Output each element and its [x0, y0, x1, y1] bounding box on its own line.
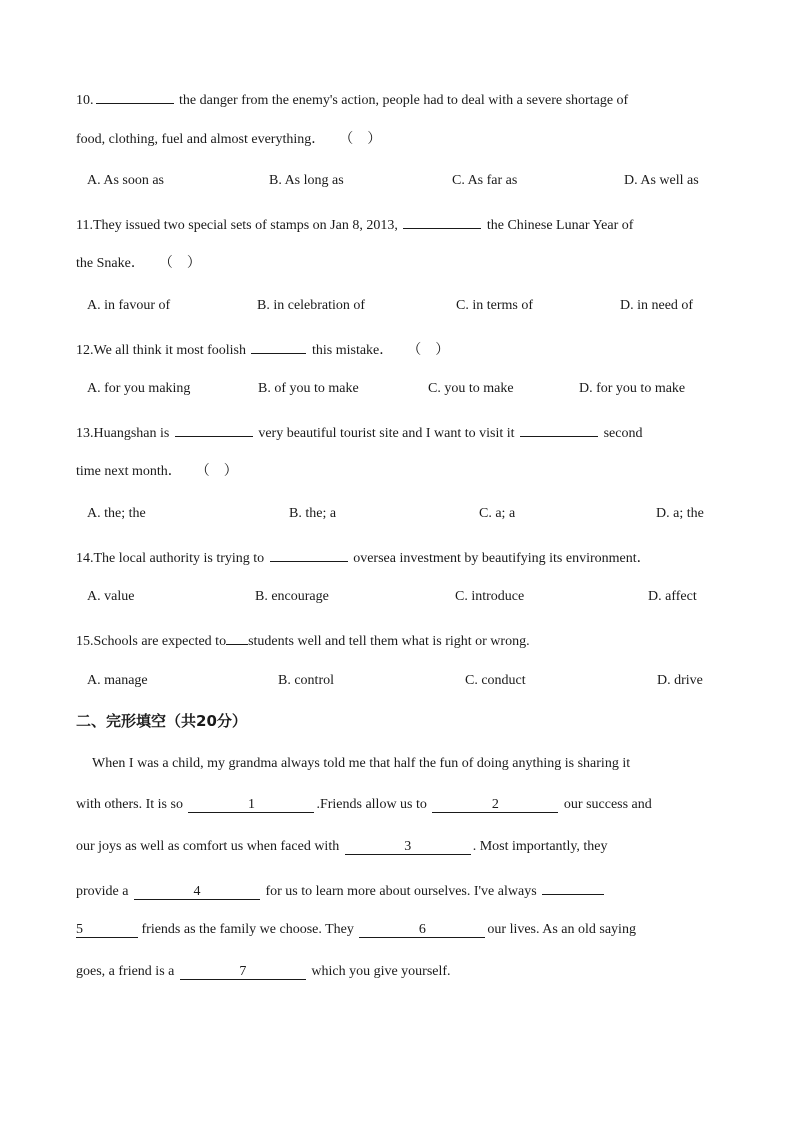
- passage-line-3: our joys as well as comfort us when faced with 3 . Most importantly, they: [76, 839, 608, 854]
- option-b: B. the; a: [289, 506, 337, 521]
- numbered-blank: 1: [188, 798, 314, 813]
- section-heading: 二、完形填空（共20分）: [76, 712, 247, 730]
- question-12-line-1: 12.We all think it most foolish this mistake． （ ）: [76, 339, 449, 360]
- numbered-blank: 7: [180, 965, 306, 980]
- answer-blank: [520, 422, 598, 437]
- question-11-line-2: the Snake． （ ）: [76, 256, 201, 271]
- numbered-blank: 5: [76, 923, 138, 938]
- question-13-line-2: time next month． （ ）: [76, 464, 238, 479]
- question-10-line-1: 10. the danger from the enemy's action, people had to deal with a severe shortage of: [76, 89, 628, 110]
- answer-blank: [226, 630, 248, 645]
- option-c: C. introduce: [455, 589, 525, 604]
- option-a: A. manage: [87, 673, 148, 688]
- option-a: A. in favour of: [87, 298, 171, 313]
- option-b: B. control: [278, 673, 334, 688]
- answer-blank: [96, 89, 174, 104]
- answer-blank: [251, 339, 306, 354]
- answer-blank: [270, 547, 348, 562]
- numbered-blank: 4: [134, 885, 260, 900]
- option-d: D. for you to make: [579, 381, 686, 396]
- question-15-line-1: 15.Schools are expected to students well and tell them what is right or wrong.: [76, 630, 530, 651]
- passage-line-5: 5 friends as the family we choose. They 6 our lives. As an old saying: [76, 922, 636, 937]
- option-b: B. of you to make: [258, 381, 359, 396]
- option-c: C. you to make: [428, 381, 514, 396]
- option-c: C. in terms of: [456, 298, 533, 313]
- option-d: D. As well as: [624, 173, 699, 188]
- option-a: A. for you making: [87, 381, 191, 396]
- passage-line-1: When I was a child, my grandma always told me that half the fun of doing anything is sharing it: [92, 756, 631, 771]
- answer-bracket: （ ）: [195, 464, 238, 479]
- option-c: C. conduct: [465, 673, 526, 688]
- option-a: A. As soon as: [87, 173, 165, 188]
- passage-line-6: goes, a friend is a 7 which you give yourself.: [76, 964, 451, 979]
- answer-bracket: （ ）: [158, 256, 201, 271]
- option-b: B. in celebration of: [257, 298, 366, 313]
- numbered-blank: 6: [359, 923, 485, 938]
- option-b: B. As long as: [269, 173, 344, 188]
- answer-blank: [542, 880, 604, 895]
- option-d: D. in need of: [620, 298, 694, 313]
- answer-bracket: （ ）: [339, 132, 382, 147]
- option-c: C. a; a: [479, 506, 516, 521]
- option-d: D. drive: [657, 673, 703, 688]
- answer-blank: [175, 422, 253, 437]
- question-14-line-1: 14.The local authority is trying to oversea investment by beautifying its environment．: [76, 547, 651, 568]
- passage-line-4: provide a 4 for us to learn more about ourselves. I've always: [76, 880, 606, 901]
- option-d: D. a; the: [656, 506, 704, 521]
- numbered-blank: 3: [345, 840, 471, 855]
- answer-blank: [403, 214, 481, 229]
- question-13-line-1: 13.Huangshan is very beautiful tourist site and I want to visit it second: [76, 422, 642, 443]
- passage-line-2: with others. It is so 1 .Friends allow us to 2 our success and: [76, 797, 652, 812]
- question-10-line-2: food, clothing, fuel and almost everything． （ ）: [76, 132, 382, 147]
- option-a: A. the; the: [87, 506, 146, 521]
- answer-bracket: （ ）: [407, 343, 450, 358]
- question-11-line-1: 11.They issued two special sets of stamps on Jan 8, 2013, the Chinese Lunar Year of: [76, 214, 633, 235]
- option-c: C. As far as: [452, 173, 518, 188]
- option-a: A. value: [87, 589, 135, 604]
- option-b: B. encourage: [255, 589, 329, 604]
- numbered-blank: 2: [432, 798, 558, 813]
- option-d: D. affect: [648, 589, 697, 604]
